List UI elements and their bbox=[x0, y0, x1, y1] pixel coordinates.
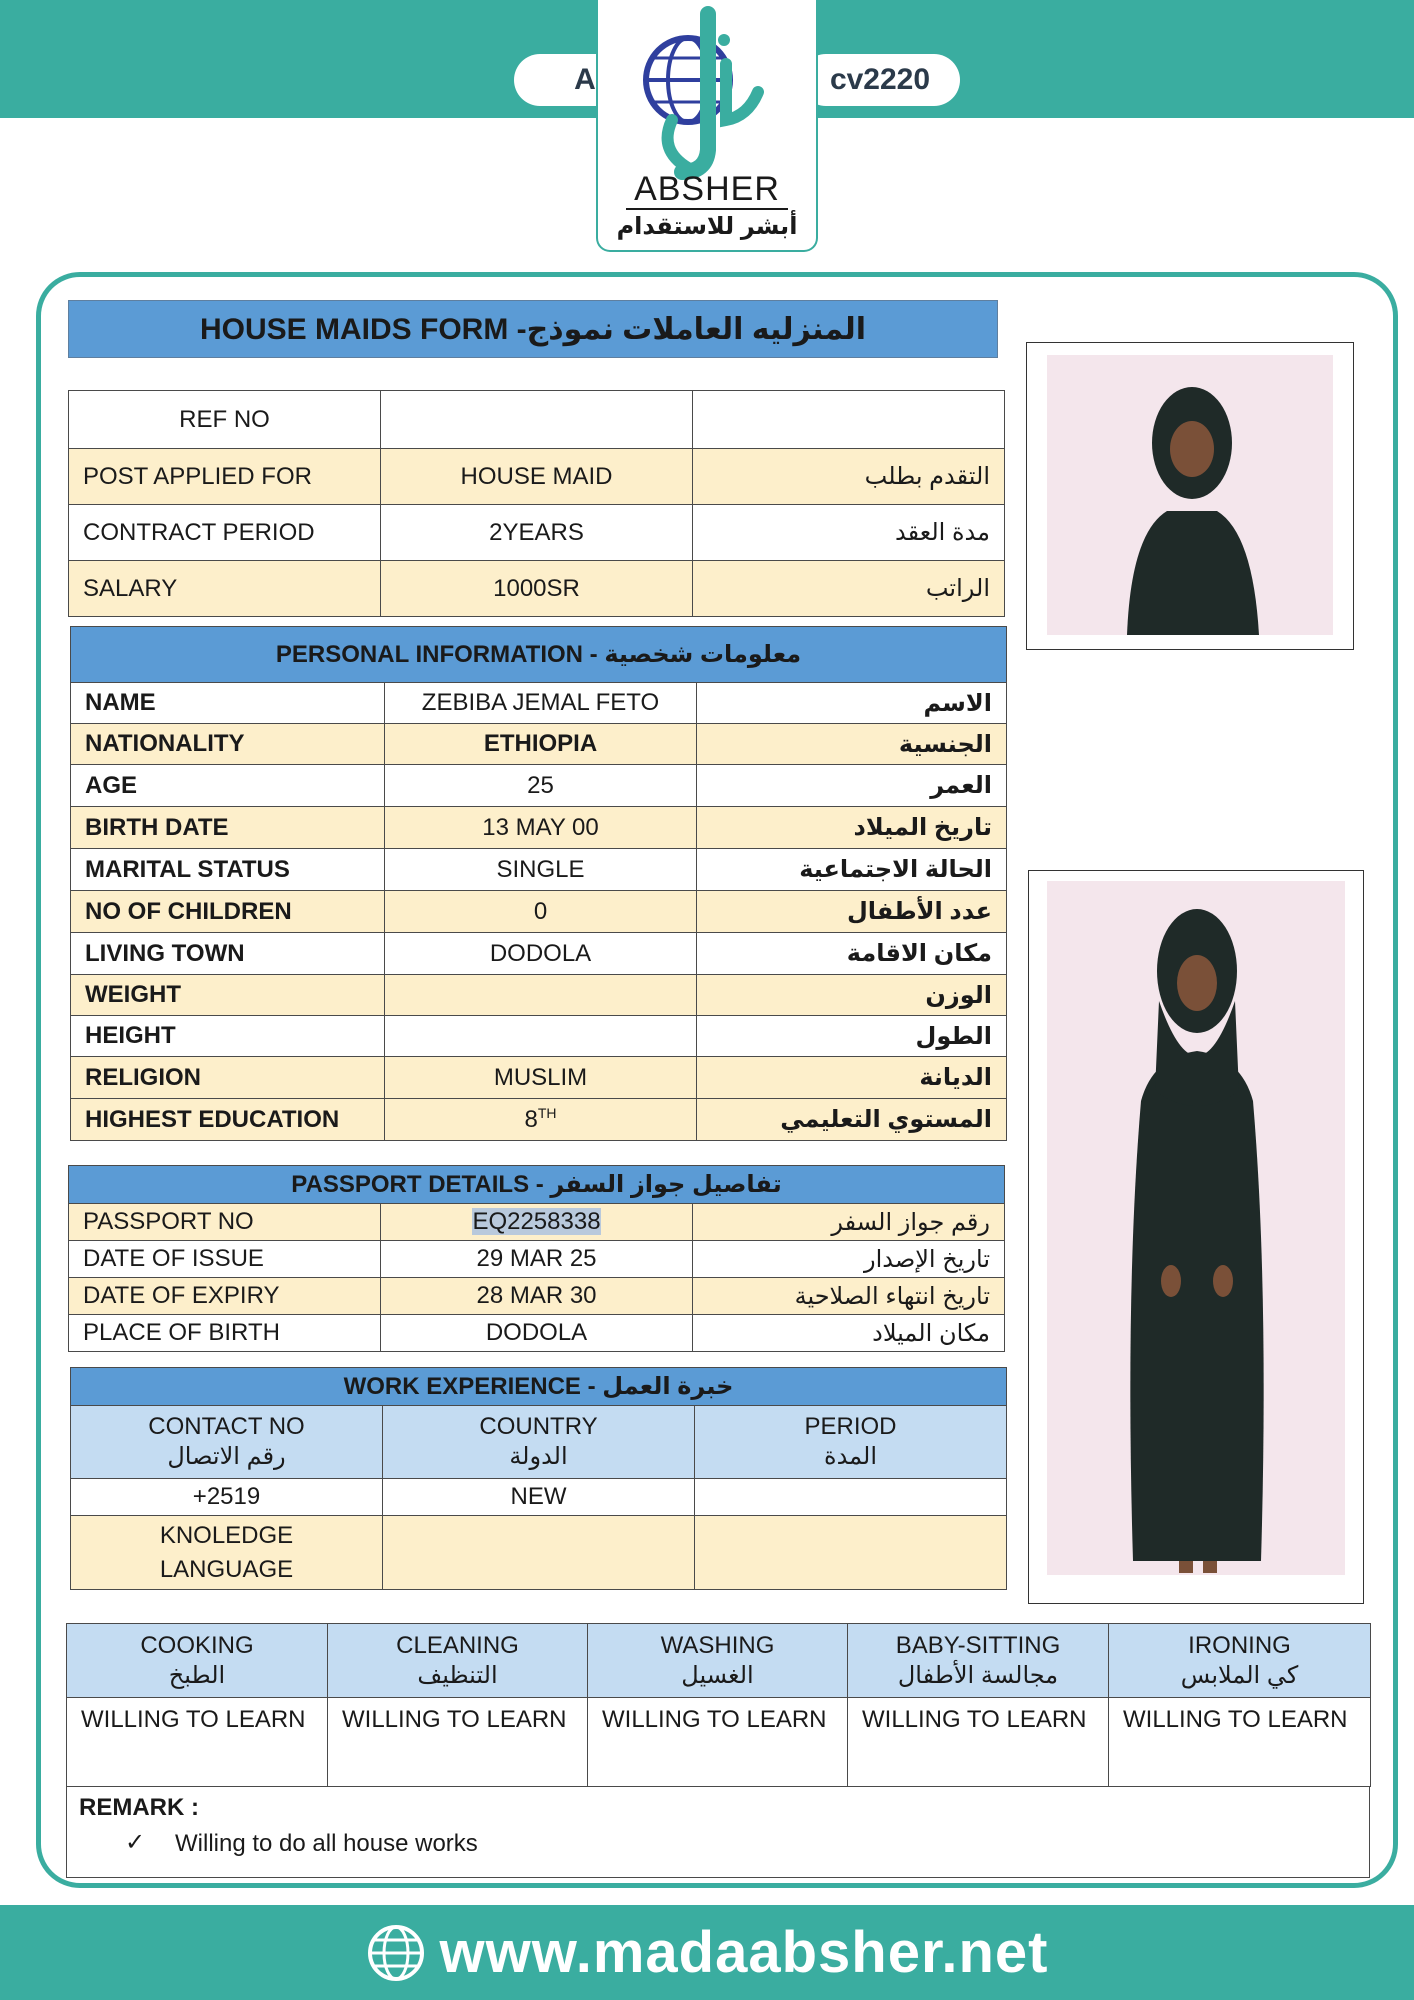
baby-sitting-en: BABY-SITTING bbox=[895, 1631, 1061, 1659]
table-row bbox=[71, 1057, 1007, 1099]
expiry-date-value: 28 MAR 30 bbox=[381, 1278, 693, 1315]
country-column-en: COUNTRY bbox=[479, 1413, 598, 1440]
work-experience-header: WORK EXPERIENCE - خبرة العمل bbox=[71, 1368, 1007, 1406]
table-row bbox=[69, 1315, 1005, 1352]
table-row bbox=[67, 1698, 1371, 1787]
cooking-en: COOKING bbox=[140, 1631, 254, 1659]
table-row bbox=[69, 561, 1005, 617]
contact-column-header bbox=[71, 1406, 383, 1479]
check-icon: ✓ bbox=[125, 1829, 146, 1856]
table-row bbox=[71, 1516, 1007, 1590]
baby-sitting-ar: مجالسة الأطفال bbox=[897, 1661, 1059, 1689]
full-length-photo bbox=[1028, 870, 1364, 1604]
cooking-level: WILLING TO LEARN bbox=[67, 1698, 328, 1787]
religion-arabic: الديانة bbox=[697, 1057, 1007, 1099]
religion-value: MUSLIM bbox=[385, 1057, 697, 1099]
contact-column-ar: رقم الاتصال bbox=[167, 1443, 286, 1470]
expiry-date-label: DATE OF EXPIRY bbox=[69, 1278, 381, 1315]
skills-table bbox=[66, 1623, 1371, 1787]
table-row bbox=[71, 975, 1007, 1016]
nationality-label: NATIONALITY bbox=[71, 724, 385, 765]
table-row bbox=[71, 683, 1007, 724]
baby-sitting-level: WILLING TO LEARN bbox=[848, 1698, 1109, 1787]
contact-column-en: CONTACT NO bbox=[148, 1413, 305, 1440]
table-row bbox=[67, 1624, 1371, 1698]
ref-no-value bbox=[381, 391, 693, 449]
cleaning-level: WILLING TO LEARN bbox=[328, 1698, 588, 1787]
contract-label: CONTRACT PERIOD bbox=[69, 505, 381, 561]
period-value bbox=[695, 1479, 1007, 1516]
passport-table bbox=[68, 1165, 1005, 1352]
remark-item: Willing to do all house works bbox=[175, 1830, 478, 1857]
cooking-ar: الطبخ bbox=[168, 1661, 226, 1689]
language-text: LANGUAGE bbox=[159, 1555, 294, 1583]
salary-value: 1000SR bbox=[381, 561, 693, 617]
remark-box bbox=[66, 1786, 1370, 1878]
age-arabic: العمر bbox=[697, 765, 1007, 807]
education-value bbox=[385, 1099, 697, 1141]
table-row bbox=[71, 1479, 1007, 1516]
education-label: HIGHEST EDUCATION bbox=[71, 1099, 385, 1141]
table-row bbox=[71, 849, 1007, 891]
name-label: NAME bbox=[71, 683, 385, 724]
full-length-figure bbox=[1029, 871, 1365, 1605]
name-value: ZEBIBA JEMAL FETO bbox=[385, 683, 697, 724]
education-value-text: 8 bbox=[524, 1106, 538, 1133]
remark-label: REMARK : bbox=[79, 1794, 199, 1821]
passport-header: PASSPORT DETAILS - تفاصيل جواز السفر bbox=[69, 1166, 1005, 1204]
table-row bbox=[71, 1368, 1007, 1406]
table-row bbox=[71, 627, 1007, 683]
table-row bbox=[69, 449, 1005, 505]
form-title: HOUSE MAIDS FORM -المنزليه العاملات نموذج bbox=[68, 300, 998, 358]
birth-place-label: PLACE OF BIRTH bbox=[69, 1315, 381, 1352]
issue-date-label: DATE OF ISSUE bbox=[69, 1241, 381, 1278]
nationality-value: ETHIOPIA bbox=[385, 724, 697, 765]
children-value: 0 bbox=[385, 891, 697, 933]
ironing-header bbox=[1109, 1624, 1371, 1698]
washing-en: WASHING bbox=[660, 1631, 775, 1659]
living-town-value: DODOLA bbox=[385, 933, 697, 975]
work-experience-table bbox=[70, 1367, 1007, 1590]
ref-no-arabic bbox=[693, 391, 1005, 449]
cv-category-text: A bbox=[574, 63, 596, 96]
globe-icon bbox=[366, 1923, 426, 1983]
personal-info-header: PERSONAL INFORMATION - معلومات شخصية bbox=[71, 627, 1007, 683]
post-value: HOUSE MAID bbox=[381, 449, 693, 505]
language-value-1 bbox=[383, 1516, 695, 1590]
table-row bbox=[69, 1166, 1005, 1204]
table-row bbox=[71, 933, 1007, 975]
birth-date-arabic: تاريخ الميلاد bbox=[697, 807, 1007, 849]
nationality-arabic: الجنسية bbox=[697, 724, 1007, 765]
table-row bbox=[71, 1406, 1007, 1479]
washing-level: WILLING TO LEARN bbox=[588, 1698, 848, 1787]
table-row bbox=[71, 724, 1007, 765]
issue-date-value: 29 MAR 25 bbox=[381, 1241, 693, 1278]
language-knowledge-label bbox=[71, 1516, 383, 1590]
country-column-header bbox=[383, 1406, 695, 1479]
post-arabic: التقدم بطلب bbox=[693, 449, 1005, 505]
height-label: HEIGHT bbox=[71, 1016, 385, 1057]
issue-date-arabic: تاريخ الإصدار bbox=[693, 1241, 1005, 1278]
weight-label: WEIGHT bbox=[71, 975, 385, 1016]
height-value bbox=[385, 1016, 697, 1057]
birth-place-arabic: مكان الميلاد bbox=[693, 1315, 1005, 1352]
language-value-2 bbox=[695, 1516, 1007, 1590]
table-row bbox=[71, 1016, 1007, 1057]
contact-value: +2519 bbox=[71, 1479, 383, 1516]
baby-sitting-header bbox=[848, 1624, 1109, 1698]
marital-status-label: MARITAL STATUS bbox=[71, 849, 385, 891]
logo-arabic-name: أبشر للاستقدام bbox=[616, 213, 798, 240]
ironing-en: IRONING bbox=[1188, 1631, 1291, 1659]
marital-status-arabic: الحالة الاجتماعية bbox=[697, 849, 1007, 891]
salary-arabic: الراتب bbox=[693, 561, 1005, 617]
cleaning-header bbox=[328, 1624, 588, 1698]
living-town-arabic: مكان الاقامة bbox=[697, 933, 1007, 975]
absher-logo bbox=[596, 0, 818, 252]
table-row bbox=[69, 505, 1005, 561]
application-table bbox=[68, 390, 1005, 617]
logo-latin-text: ABSHER bbox=[634, 170, 780, 208]
passport-no-text: EQ2258338 bbox=[472, 1208, 601, 1235]
living-town-label: LIVING TOWN bbox=[71, 933, 385, 975]
passport-no-value bbox=[381, 1204, 693, 1241]
ironing-ar: كي الملابس bbox=[1180, 1661, 1299, 1689]
expiry-date-arabic: تاريخ انتهاء الصلاحية bbox=[693, 1278, 1005, 1315]
education-arabic: المستوي التعليمي bbox=[697, 1099, 1007, 1141]
education-suffix: TH bbox=[537, 1105, 557, 1121]
cooking-header bbox=[67, 1624, 328, 1698]
table-row bbox=[69, 1278, 1005, 1315]
ironing-level: WILLING TO LEARN bbox=[1109, 1698, 1371, 1787]
table-row bbox=[69, 1241, 1005, 1278]
cv-number-text: cv2220 bbox=[829, 63, 931, 96]
table-row bbox=[71, 765, 1007, 807]
logo-divider bbox=[626, 208, 788, 210]
table-row bbox=[71, 891, 1007, 933]
weight-value bbox=[385, 975, 697, 1016]
contract-value: 2YEARS bbox=[381, 505, 693, 561]
knowledge-text: KNOLEDGE bbox=[159, 1521, 294, 1549]
passport-no-arabic: رقم جواز السفر bbox=[693, 1204, 1005, 1241]
table-row bbox=[69, 1204, 1005, 1241]
country-value: NEW bbox=[383, 1479, 695, 1516]
weight-arabic: الوزن bbox=[697, 975, 1007, 1016]
post-label: POST APPLIED FOR bbox=[69, 449, 381, 505]
period-column-ar: المدة bbox=[824, 1443, 878, 1470]
washing-header bbox=[588, 1624, 848, 1698]
table-row bbox=[71, 807, 1007, 849]
children-label: NO OF CHILDREN bbox=[71, 891, 385, 933]
cleaning-en: CLEANING bbox=[396, 1631, 519, 1659]
passport-no-label: PASSPORT NO bbox=[69, 1204, 381, 1241]
website-link[interactable] bbox=[0, 1905, 1414, 2000]
ref-no-label: REF NO bbox=[69, 391, 381, 449]
cleaning-ar: التنظيف bbox=[417, 1661, 498, 1689]
salary-label: SALARY bbox=[69, 561, 381, 617]
height-arabic: الطول bbox=[697, 1016, 1007, 1057]
birth-place-value: DODOLA bbox=[381, 1315, 693, 1352]
portrait-photo bbox=[1026, 342, 1354, 650]
religion-label: RELIGION bbox=[71, 1057, 385, 1099]
washing-ar: الغسيل bbox=[681, 1661, 754, 1689]
table-row bbox=[71, 1099, 1007, 1141]
cv-number-badge bbox=[800, 54, 960, 106]
period-column-header bbox=[695, 1406, 1007, 1479]
website-text: www.madaabsher.net bbox=[439, 1920, 1049, 1985]
birth-date-label: BIRTH DATE bbox=[71, 807, 385, 849]
period-column-en: PERIOD bbox=[804, 1413, 897, 1440]
name-arabic: الاسم bbox=[697, 683, 1007, 724]
age-label: AGE bbox=[71, 765, 385, 807]
table-row bbox=[69, 391, 1005, 449]
portrait-figure bbox=[1027, 343, 1355, 651]
birth-date-value: 13 MAY 00 bbox=[385, 807, 697, 849]
age-value: 25 bbox=[385, 765, 697, 807]
marital-status-value: SINGLE bbox=[385, 849, 697, 891]
country-column-ar: الدولة bbox=[509, 1443, 568, 1470]
contract-arabic: مدة العقد bbox=[693, 505, 1005, 561]
personal-info-table bbox=[70, 626, 1007, 1141]
children-arabic: عدد الأطفال bbox=[697, 891, 1007, 933]
